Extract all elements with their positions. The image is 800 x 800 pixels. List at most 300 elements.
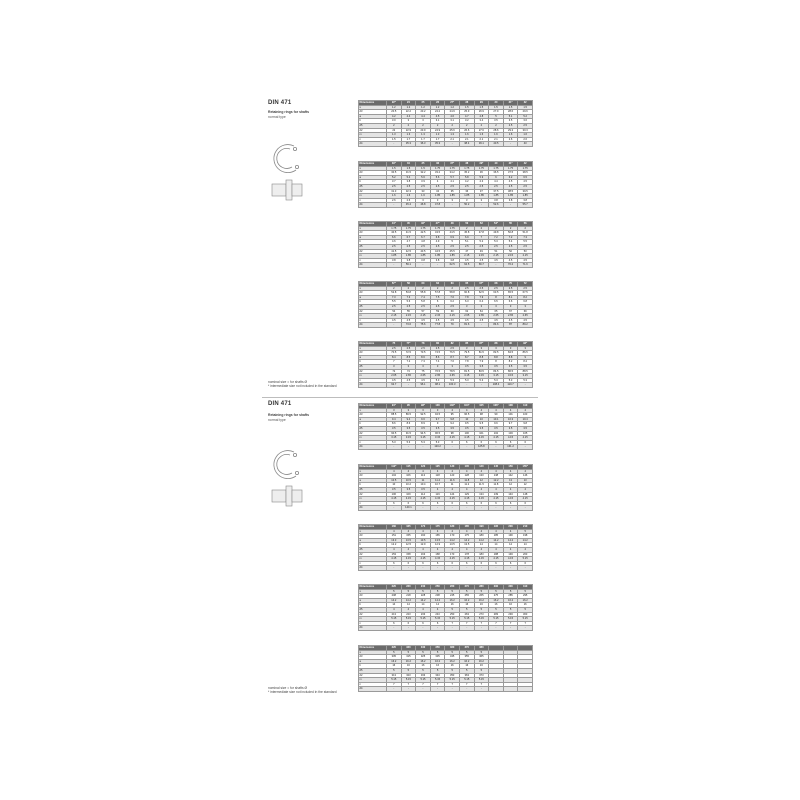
table-cell: 4 [401, 469, 416, 474]
table-cell: 4 [489, 408, 504, 413]
table-cell: 16 [503, 603, 518, 608]
table-cell: 1.75 [445, 166, 460, 171]
row-label-cell: d4 [359, 687, 387, 692]
table-cell: - [387, 626, 402, 631]
table-cell: 6 [474, 440, 489, 445]
table-cell: 4 [416, 469, 431, 474]
table-cell: 3.15 [401, 436, 416, 441]
table-cell: - [401, 383, 416, 388]
table-cell: 4.5 [474, 318, 489, 323]
page2-subtitle2: normal type [268, 418, 286, 422]
table-cell: 5 [474, 607, 489, 612]
table-cell: 22.9 [401, 128, 416, 133]
row-label-cell: b [359, 664, 387, 669]
table-cell: 7.3 [387, 295, 402, 300]
table-cell: 5.15 [387, 678, 402, 683]
table-cell: 7 [518, 621, 533, 626]
table-cell: 3.8 [430, 258, 445, 263]
table-cell: 55.7 [518, 203, 533, 208]
row-label-cell: d3 [359, 413, 387, 418]
table-cell: 22.2 [401, 110, 416, 115]
table-cell: 3 [387, 364, 402, 369]
table-cell: 55 [401, 309, 416, 314]
table-cell [503, 687, 518, 692]
table-cell: 3.9 [416, 180, 431, 185]
table-cell: 11 [445, 483, 460, 488]
table-cell: 4.15 [430, 497, 445, 502]
table-cell: 345 [445, 655, 460, 660]
table-cell: - [474, 626, 489, 631]
table-cell: 4.5 [401, 378, 416, 383]
table-cell: - [430, 566, 445, 571]
table-cell: 143 [503, 492, 518, 497]
table-cell: 6.2 [503, 175, 518, 180]
table-cell: 3.5 [518, 364, 533, 369]
table-cell: 5.2 [474, 240, 489, 245]
table-cell: 12.2 [489, 478, 504, 483]
table-cell: 4 [445, 469, 460, 474]
table-cell: 4.5 [416, 378, 431, 383]
table-cell: 305 [387, 655, 402, 660]
row-label-cell: d4 [359, 203, 387, 208]
table-cell: 4 [474, 487, 489, 492]
table-cell: 28.6 [489, 128, 504, 133]
table-cell: 16.2 [459, 659, 474, 664]
page1-subtitle: Retaining rings for shafts [268, 110, 310, 114]
table-cell: 1.6 [416, 194, 431, 199]
table-cell: 8.8 [503, 355, 518, 360]
table-cell: 253 [445, 612, 460, 617]
table-cell: 195 [489, 525, 504, 530]
table-cell: 1.6 [401, 194, 416, 199]
table-cell: 4.15 [503, 436, 518, 441]
table-cell: 2.5 [459, 184, 474, 189]
table-cell: 3.15 [387, 436, 402, 441]
table-cell: 33 [416, 189, 431, 194]
table-cell: 6 [489, 440, 504, 445]
table-cell: 12 [503, 483, 518, 488]
table-cell: 36 [474, 171, 489, 176]
table-cell: 5.7 [445, 175, 460, 180]
table-cell: 84.5 [503, 351, 518, 356]
table-cell: 1.75 [387, 226, 402, 231]
table-cell: 7 [416, 682, 431, 687]
table-cell: 5 [430, 589, 445, 594]
page1-subtitle2: normal type [268, 115, 286, 119]
table-cell: 173 [445, 552, 460, 557]
table-cell: 1.5 [401, 166, 416, 171]
table-cell: 92.7 [387, 383, 402, 388]
table-cell: 1.85 [387, 254, 402, 259]
table-cell: 4 [416, 547, 431, 552]
table-cell: 2.1 [474, 137, 489, 142]
table-cell: 2.65 [503, 314, 518, 319]
table-cell: 2 [518, 226, 533, 231]
table-cell: 62.5 [445, 263, 460, 268]
table-cell: 74 [401, 369, 416, 374]
table-cell: 88.5 [387, 413, 402, 418]
table-cell: 88.5 [518, 369, 533, 374]
table-cell: - [459, 626, 474, 631]
row-label-cell: Dimensions [359, 525, 387, 530]
table-cell: 16.2 [518, 598, 533, 603]
table-cell: 5 [518, 607, 533, 612]
table-cell: 5.15 [416, 617, 431, 622]
table-cell: 23.9 [416, 128, 431, 133]
table-cell: 13.5 [416, 538, 431, 543]
table-cell: 4 [503, 487, 518, 492]
table-cell: 37.5 [503, 171, 518, 176]
table-cell: 98 [445, 431, 460, 436]
table-cell: 48 [445, 222, 460, 227]
row-label-cell: d3 [359, 474, 387, 479]
table-cell: 5.15 [401, 678, 416, 683]
table-cell: 6 [445, 561, 460, 566]
table-cell: 14.2 [430, 598, 445, 603]
table-cell: 7 [459, 621, 474, 626]
table-cell: 62.5 [474, 291, 489, 296]
table-cell: 5.6 [430, 175, 445, 180]
table-cell: 25.9 [459, 110, 474, 115]
table-cell: 4 [401, 607, 416, 612]
table-cell: 203 [518, 552, 533, 557]
table-cell: 58 [401, 282, 416, 287]
dimensions-table [358, 645, 533, 692]
table-cell: 99 [489, 413, 504, 418]
table-cell: 13.5 [401, 538, 416, 543]
table-cell: 4.15 [489, 497, 504, 502]
table-cell: 7 [474, 621, 489, 626]
table-cell: 9 [518, 355, 533, 360]
row-label-cell: s [359, 286, 387, 291]
table-cell: 4.15 [445, 436, 460, 441]
table-cell: 38.5 [503, 189, 518, 194]
row-label-cell: d2 [359, 492, 387, 497]
table-cell: 64.5 [459, 263, 474, 268]
table-cell: 2.5 [401, 346, 416, 351]
table-cell: 5 [387, 668, 402, 673]
table-cell: 5.3 [445, 378, 460, 383]
row-label-cell: n [359, 318, 387, 323]
table-cell: - [474, 687, 489, 692]
table-cell: 27.6 [474, 128, 489, 133]
table-cell: 101 [503, 413, 518, 418]
table-cell: 129 [459, 492, 474, 497]
table-cell: 3.5 [518, 426, 533, 431]
table-cell: 5.15 [430, 617, 445, 622]
table-cell: 6.9 [459, 235, 474, 240]
table-cell: 5 [401, 589, 416, 594]
table-cell: 190 [474, 525, 489, 530]
table-cell: 134 [474, 492, 489, 497]
table-cell: 4.15 [387, 557, 402, 562]
row-label-cell: d4 [359, 142, 387, 147]
table-cell: 2.5 [474, 184, 489, 189]
table-cell: 280 [474, 585, 489, 590]
table-cell: 3 [445, 198, 460, 203]
table-cell: 4.15 [416, 497, 431, 502]
table-cell: 2.5 [387, 244, 402, 249]
table-cell: 6.5 [518, 175, 533, 180]
table-cell: 243 [430, 612, 445, 617]
table-cell: 2.5 [430, 244, 445, 249]
table-cell: 12.9 [416, 543, 431, 548]
table-cell: 36.5 [489, 171, 504, 176]
table-cell: 96.5 [459, 413, 474, 418]
table-cell: 3.8 [518, 198, 533, 203]
table-cell: 155* [518, 465, 533, 470]
table-cell: 1.85 [489, 194, 504, 199]
table-cell: 340 [416, 646, 431, 651]
row-label-cell: d5 [359, 426, 387, 431]
table-cell: 4 [387, 469, 402, 474]
table-cell: 2.5 [430, 346, 445, 351]
table-cell: 200 [503, 525, 518, 530]
row-label-cell: s [359, 529, 387, 534]
table-cell: 3.5 [459, 426, 474, 431]
table-cell: 70.2 [503, 263, 518, 268]
table-cell: 64 [474, 309, 489, 314]
table-cell: 170 [416, 525, 431, 530]
row-label-cell: a [359, 478, 387, 483]
table-cell: 41* [503, 162, 518, 167]
table-cell: 3 [518, 304, 533, 309]
table-cell: 5 [518, 529, 533, 534]
row-label-cell: d2 [359, 431, 387, 436]
table-cell: 5.15 [489, 617, 504, 622]
table-cell: 42 [518, 162, 533, 167]
table-cell: 12.2 [387, 543, 402, 548]
table-cell: 139 [489, 492, 504, 497]
table-cell: 81.6 [459, 323, 474, 328]
table-cell: 2 [489, 123, 504, 128]
row-label-cell: d2 [359, 369, 387, 374]
table-cell: 41.5 [401, 231, 416, 236]
table-cell: 5.9 [474, 175, 489, 180]
table-cell: 2.15 [401, 314, 416, 319]
table-cell: 3 [416, 408, 431, 413]
row-label-cell: b [359, 360, 387, 365]
table-cell: 1.3 [401, 133, 416, 138]
table-cell: 6 [489, 501, 504, 506]
table-cell: 13.5 [445, 543, 460, 548]
table-cell: 16 [445, 603, 460, 608]
row-label-cell: Dimensions [359, 101, 387, 106]
table-cell: - [445, 566, 460, 571]
table-cell: 33* [387, 162, 402, 167]
row-label-cell: d5 [359, 487, 387, 492]
table-cell: 125.8 [474, 445, 489, 450]
row-label-cell: Dimensions [359, 222, 387, 227]
table-cell: 2 [503, 226, 518, 231]
table-cell: 188 [489, 552, 504, 557]
table-cell: 45.4 [401, 203, 416, 208]
table-cell: 41.5 [387, 249, 402, 254]
table-cell: 10 [474, 417, 489, 422]
table-cell: 100 [459, 431, 474, 436]
table-row [359, 142, 533, 147]
table-cell: 4.15 [401, 497, 416, 502]
table-cell: 5.3 [518, 378, 533, 383]
row-label-cell: b [359, 422, 387, 427]
table-cell: 5.2 [387, 175, 402, 180]
table-cell: 16.2 [459, 598, 474, 603]
table-cell: - [416, 445, 431, 450]
table-cell: 14 [416, 603, 431, 608]
table-cell: 2.65 [489, 314, 504, 319]
table-cell: 14 [387, 603, 402, 608]
table-cell: 11.8 [459, 478, 474, 483]
table-cell: 95 [401, 404, 416, 409]
table-cell: 16 [430, 664, 445, 669]
table-cell: 12.9 [430, 543, 445, 548]
table-cell: 8.4 [518, 360, 533, 365]
table-cell: 2.65 [401, 374, 416, 379]
table-cell: - [445, 626, 460, 631]
table-cell: 2.15 [459, 254, 474, 259]
table-cell: 3.5 [503, 364, 518, 369]
table-cell: 4 [430, 487, 445, 492]
table-cell: 4 [459, 547, 474, 552]
dimensions-table [358, 584, 533, 631]
table-cell: 96.5 [430, 431, 445, 436]
table-cell: 3.6 [518, 119, 533, 124]
table-cell: 9.8 [445, 417, 460, 422]
table-cell: - [445, 445, 460, 450]
table-cell: 5.15 [401, 617, 416, 622]
table-cell: 66.7 [474, 263, 489, 268]
table-cell: 6.9 [445, 235, 460, 240]
table-cell: 2 [387, 286, 402, 291]
table-cell: 14 [518, 543, 533, 548]
table-cell: 283 [489, 612, 504, 617]
table-cell: 3.5 [503, 119, 518, 124]
table-cell: 67.5 [518, 291, 533, 296]
table-cell: 3.2 [459, 119, 474, 124]
table-cell: 4.15 [489, 436, 504, 441]
table-cell: 4.5 [489, 318, 504, 323]
row-label-cell: m [359, 617, 387, 622]
table-cell: 4.5 [518, 258, 533, 263]
table-cell: - [430, 506, 445, 511]
table-cell: 170 [445, 534, 460, 539]
table-cell: 16 [459, 603, 474, 608]
table-cell: 370 [459, 646, 474, 651]
table-cell: 2.5 [387, 346, 402, 351]
table-cell: 220 [387, 585, 402, 590]
table-cell: 5.15 [518, 557, 533, 562]
row-label-cell: d4 [359, 506, 387, 511]
table-cell: - [416, 687, 431, 692]
table-cell: - [401, 626, 416, 631]
row-label-cell: d5 [359, 668, 387, 673]
table-cell: 7.4 [416, 295, 431, 300]
table-cell: 3.15 [416, 436, 431, 441]
table-cell: - [474, 566, 489, 571]
table-cell: 38.4 [459, 142, 474, 147]
table-cell: 4.4 [489, 180, 504, 185]
table-cell: - [503, 566, 518, 571]
table-cell: 84.6 [489, 323, 504, 328]
table-cell: 16.2 [387, 659, 402, 664]
table-cell: 353 [445, 673, 460, 678]
table-cell: 6 [445, 440, 460, 445]
table-cell: 1.5 [416, 166, 431, 171]
table-cell: 26.6 [459, 128, 474, 133]
table-cell: 350 [430, 646, 445, 651]
table-cell: 12.5 [401, 543, 416, 548]
table-cell: 1.2 [430, 105, 445, 110]
table-cell: 43.5 [430, 231, 445, 236]
table-cell: - [459, 383, 474, 388]
table-cell: 2.5 [474, 244, 489, 249]
table-cell: 4.9 [430, 240, 445, 245]
table-cell: 76.5 [430, 369, 445, 374]
table-cell: 2 [430, 123, 445, 128]
table-cell: 1.7 [401, 137, 416, 142]
table-cell: 1.85 [503, 194, 518, 199]
row-label-cell: Dimensions [359, 465, 387, 470]
table-cell: 140 [474, 465, 489, 470]
table-cell: 183 [474, 552, 489, 557]
table-cell: 5 [445, 650, 460, 655]
table-cell: 5 [474, 650, 489, 655]
table-cell: 90 [503, 342, 518, 347]
table-cell: 27.9 [489, 110, 504, 115]
table-cell: 78 [416, 342, 431, 347]
table-cell: 1.5 [387, 166, 402, 171]
table-cell: 4 [387, 607, 402, 612]
row-label-cell: d3 [359, 655, 387, 660]
table-cell: 89.5 [401, 413, 416, 418]
table-cell: 3.15 [430, 436, 445, 441]
table-cell: 142 [503, 474, 518, 479]
table-cell: 6.5 [489, 300, 504, 305]
table-cell: 1.5 [474, 105, 489, 110]
table-cell: 2 [474, 226, 489, 231]
table-cell: 3.15 [474, 374, 489, 379]
table-cell: 2.15 [387, 314, 402, 319]
table-cell: - [387, 323, 402, 328]
table-cell: 2.65 [416, 374, 431, 379]
table-cell: - [430, 626, 445, 631]
table-cell: 106* [489, 404, 504, 409]
table-cell: 4.5 [387, 318, 402, 323]
table-cell: 43.5 [416, 249, 431, 254]
table-cell: 36 [459, 189, 474, 194]
table-cell: 1.75 [503, 166, 518, 171]
page1-title: DIN 471 [268, 100, 292, 106]
table-cell: 5 [445, 589, 460, 594]
row-label-cell: m [359, 678, 387, 683]
table-cell: 303 [518, 612, 533, 617]
table-cell: 5 [503, 589, 518, 594]
table-cell: 360 [445, 646, 460, 651]
table-cell: 4 [459, 408, 474, 413]
table-cell: 91.5 [401, 431, 416, 436]
table-cell: 2.5 [445, 184, 460, 189]
table-cell: 4 [416, 529, 431, 534]
table-cell: 3.5 [459, 364, 474, 369]
table-cell: 160 [416, 534, 431, 539]
table-cell: 2.5 [503, 244, 518, 249]
table-cell: 3.8 [445, 258, 460, 263]
table-cell: 185 [489, 534, 504, 539]
table-cell: 1.6 [474, 133, 489, 138]
table-cell: 123 [445, 474, 460, 479]
table-cell: 145 [489, 465, 504, 470]
table-cell: 5.3 [459, 378, 474, 383]
